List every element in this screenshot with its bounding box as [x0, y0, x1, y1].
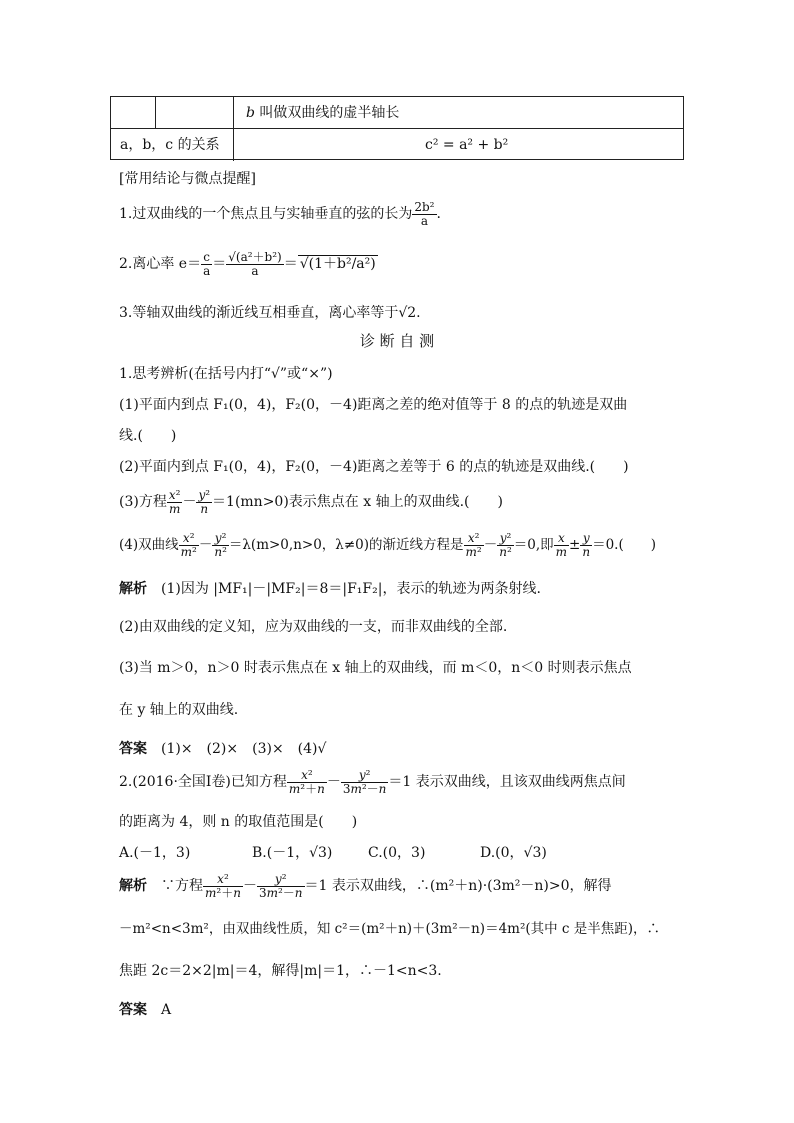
fraction: $\frac{\text{y²}}{\text{n²}}$	[499, 531, 512, 559]
q2-option-b: B.(－1，√3)	[252, 845, 333, 861]
table-col-divider	[233, 97, 234, 128]
q1-analysis-3-line2: 在 y 轴上的双曲线.	[119, 702, 239, 718]
fraction: $\frac{\text{x²}}{m}$	[168, 487, 181, 516]
table-row-divider	[111, 128, 683, 129]
q1-answer: 答案 (1)× (2)× (3)× (4)√	[119, 741, 327, 757]
q1-analysis-2: (2)由双曲线的定义知，应为双曲线的一支，而非双曲线的全部.	[119, 619, 508, 635]
tips-heading: [常用结论与微点提醒]	[119, 171, 256, 187]
fraction: $\frac{\text{x²}}{\text{m²}}$	[465, 531, 482, 559]
q1-stmt2: (2)平面内到点 F₁(0，4)，F₂(0，－4)距离之差等于 6 的点的轨迹是双曲线.( )	[119, 459, 629, 475]
fraction: $\frac{y}{n}$	[582, 531, 591, 559]
q1-stmt1-line2: 线.( )	[119, 428, 177, 444]
fraction: $\frac{\text{2b²}}{a}$	[414, 199, 435, 228]
table-row2-formula: c² = a² + b²	[425, 137, 509, 153]
q2-stem-line1: 2.(2016·全国Ⅰ卷)已知方程 $\frac{\text{x²}}{\text{m²＋n}}$ － $\frac{\text{y²}}{\text{3m²－n}}$ ＝1 表示双曲线，且该双曲线两焦点间	[119, 767, 626, 796]
table-col-divider	[233, 128, 234, 161]
q2-answer: 答案 A	[119, 1002, 172, 1018]
section-title: 诊 断 自 测	[359, 332, 435, 350]
q2-analysis-line3: 焦距 2c＝2×2|m|＝4，解得|m|＝1，∴－1<n<3.	[119, 963, 442, 979]
tip-item-2: 2.离心率 e＝ $\frac{c}{a}$ ＝ $\frac{\text{√(a²＋b²)}}{a}$ ＝ √(1＋b²/a²)	[119, 249, 376, 278]
q2-option-a: A.(－1，3)	[119, 845, 191, 861]
table-row1-text: b 叫做双曲线的虚半轴长	[246, 105, 400, 121]
q1-stmt4: (4)双曲线 $\frac{\text{x²}}{\text{m²}}$ － $\frac{\text{y²}}{\text{n²}}$ ＝λ(m>0,n>0，λ≠0)的渐近线方程是 $\frac{\text{x²}}{\text{m²}}$ － $\frac{\text{y²}}{\text{n²}}$ ＝0,即 $\frac{x}{m}$ ± $\frac{y}{n}$ ＝0.( )	[119, 531, 657, 559]
q1-analysis-3-line1: (3)当 m＞0，n＞0 时表示焦点在 x 轴上的双曲线，而 m＜0，n＜0 时则表示焦点	[119, 660, 632, 676]
fraction: $\frac{c}{a}$	[203, 249, 211, 278]
tip-item-1: 1.过双曲线的一个焦点且与实轴垂直的弦的长为 $\frac{\text{2b²}}{a}$ .	[119, 199, 441, 228]
fraction: $\frac{\text{y²}}{n}$	[198, 487, 211, 516]
q2-analysis-line1: 解析 ∵方程 $\frac{\text{x²}}{\text{m²＋n}}$ － $\frac{\text{y²}}{\text{3m²－n}}$ ＝1 表示双曲线，∴(m²＋n)·(3m²－n)>0，解得	[119, 871, 612, 900]
fraction: $\frac{\text{x²}}{\text{m²＋n}}$	[288, 767, 325, 796]
q1-analysis-1: 解析 (1)因为 |MF₁|－|MF₂|＝8＝|F₁F₂|，表示的轨迹为两条射线.	[119, 581, 541, 597]
q2-stem-line2: 的距离为 4，则 n 的取值范围是( )	[119, 814, 358, 830]
fraction: $\frac{\text{x²}}{\text{m²＋n}}$	[205, 871, 241, 900]
fraction: $\frac{\text{y²}}{\text{n²}}$	[214, 531, 227, 559]
fraction: $\frac{\text{y²}}{\text{3m²－n}}$	[258, 871, 303, 900]
fraction: $\frac{\text{√(a²＋b²)}}{a}$	[228, 249, 282, 278]
fraction: $\frac{x}{m}$	[555, 531, 568, 559]
fraction: $\frac{\text{y²}}{\text{3m²－n}}$	[342, 767, 387, 796]
q2-option-d: D.(0，√3)	[480, 845, 547, 861]
table-row2-label: a，b，c 的关系	[120, 137, 220, 153]
table-col-divider	[155, 97, 156, 128]
q1-stmt1-line1: (1)平面内到点 F₁(0，4)，F₂(0，－4)距离之差的绝对值等于 8 的点的轨迹是双曲	[119, 397, 628, 413]
tip-item-3: 3.等轴双曲线的渐近线互相垂直，离心率等于√2.	[119, 305, 421, 321]
q1-stmt3: (3)方程 $\frac{\text{x²}}{m}$ － $\frac{\text{y²}}{n}$ ＝1(mn>0)表示焦点在 x 轴上的双曲线.( )	[119, 487, 503, 516]
fraction: $\frac{\text{x²}}{\text{m²}}$	[180, 531, 197, 559]
q2-analysis-line2: －m²<n<3m²，由双曲线性质，知 c²＝(m²＋n)＋(3m²－n)＝4m²(其中 c 是半焦距)，∴	[119, 921, 661, 937]
sqrt-expression: √(1＋b²/a²)	[299, 256, 376, 272]
q1-title: 1.思考辨析(在括号内打“√”或“×”)	[119, 366, 333, 382]
q2-option-c: C.(0，3)	[368, 845, 426, 861]
